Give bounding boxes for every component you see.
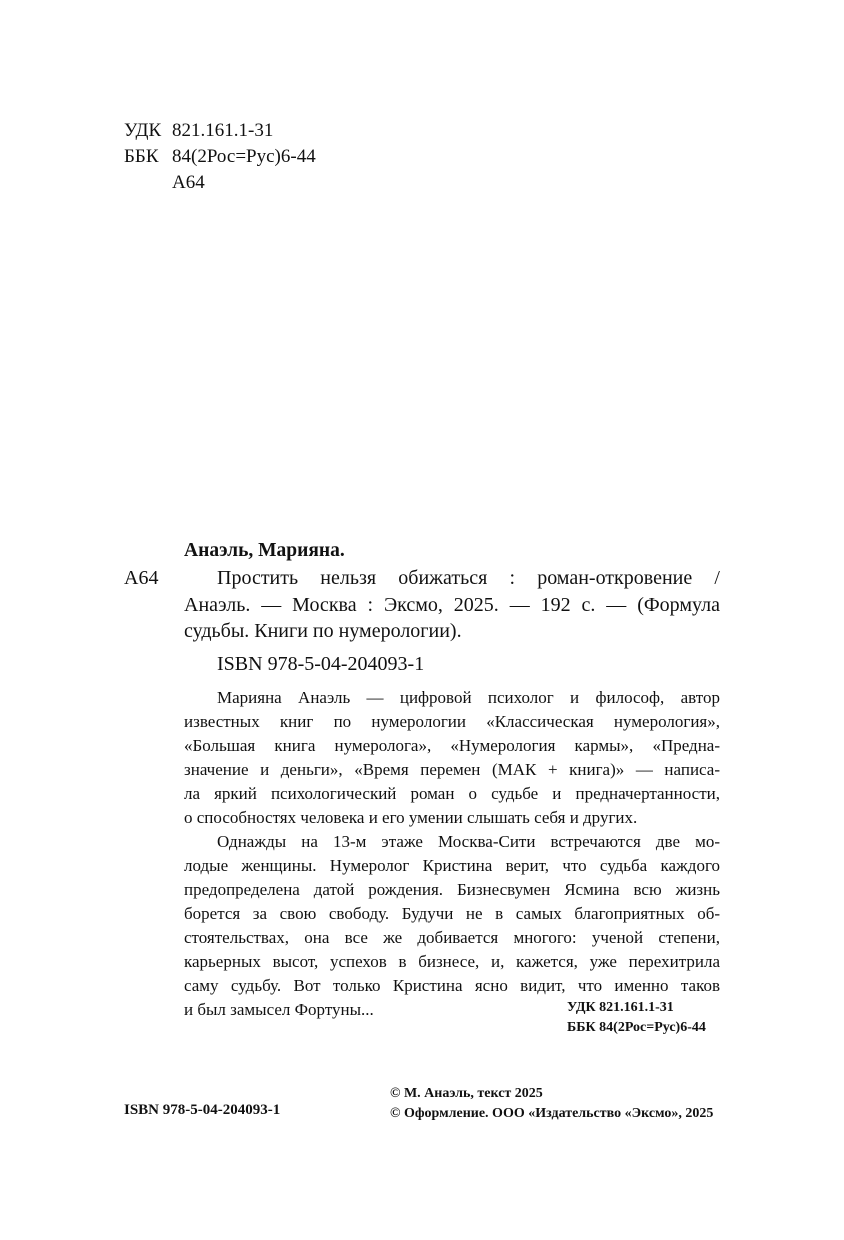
annotation-line: лодые женщины. Нумеролог Кристина верит, что судьба каждого <box>184 856 720 875</box>
copyright-design: © Оформление. ООО «Издательство «Эксмо», 2025 <box>390 1106 714 1121</box>
bibliographic-description <box>184 565 720 645</box>
udk-label: УДК <box>124 120 162 141</box>
copyright-text: © М. Анаэль, текст 2025 <box>390 1086 543 1101</box>
bbk-row <box>124 144 316 170</box>
footer-classification-codes <box>567 998 706 1038</box>
author-mark-top: А64 <box>172 172 205 193</box>
bbk-value: 84(2Рос=Рус)6-44 <box>172 146 316 167</box>
annotation <box>184 686 720 1022</box>
top-classification-codes <box>124 118 316 196</box>
udk-value: 821.161.1-31 <box>172 120 274 141</box>
annotation-line: ла яркий психологический роман о судьбе и предначертанности, <box>184 784 720 803</box>
footer-isbn: ISBN 978-5-04-204093-1 <box>124 1102 281 1118</box>
annotation-line: значение и деньги», «Время перемен (МАК + книга)» — написа- <box>184 760 720 779</box>
annotation-line: Однажды на 13-м этаже Москва-Сити встречаются две мо- <box>217 832 720 851</box>
biblio-line: Простить нельзя обижаться : роман-откровение / <box>217 567 720 589</box>
footer-bbk: ББК 84(2Рос=Рус)6-44 <box>567 1020 706 1035</box>
author-mark: А64 <box>124 567 159 589</box>
annotation-line: известных книг по нумерологии «Классическая нумерология», <box>184 712 720 731</box>
bbk-label: ББК <box>124 146 159 167</box>
copyright-block <box>390 1084 713 1124</box>
udk-row <box>124 118 316 144</box>
footer-udk: УДК 821.161.1-31 <box>567 1000 674 1015</box>
annotation-line: стоятельствах, она все же добивается многого: ученой степени, <box>184 928 720 947</box>
annotation-line: «Большая книга нумеролога», «Нумерология кармы», «Предна- <box>184 736 720 755</box>
annotation-line: Марияна Анаэль — цифровой психолог и философ, автор <box>217 688 720 707</box>
annotation-line: саму судьбу. Вот только Кристина ясно видит, что именно таков <box>184 976 720 995</box>
biblio-line: Анаэль. — Москва : Эксмо, 2025. — 192 с. — (Формула <box>184 593 720 616</box>
annotation-line: борется за свою свободу. Будучи не в самых благоприятных об- <box>184 904 720 923</box>
annotation-line: предопределена датой рождения. Бизнесвумен Ясмина всю жизнь <box>184 880 720 899</box>
isbn: ISBN 978-5-04-204093-1 <box>217 653 425 675</box>
annotation-line: карьерных высот, успехов в бизнесе, и, кажется, уже перехитрила <box>184 952 720 971</box>
author-heading: Анаэль, Марияна. <box>184 540 345 561</box>
biblio-line: судьбы. Книги по нумерологии). <box>184 620 462 642</box>
annotation-line: о способностях человека и его умении слышать себя и других. <box>184 808 638 827</box>
annotation-line: и был замысел Фортуны... <box>184 1000 374 1019</box>
